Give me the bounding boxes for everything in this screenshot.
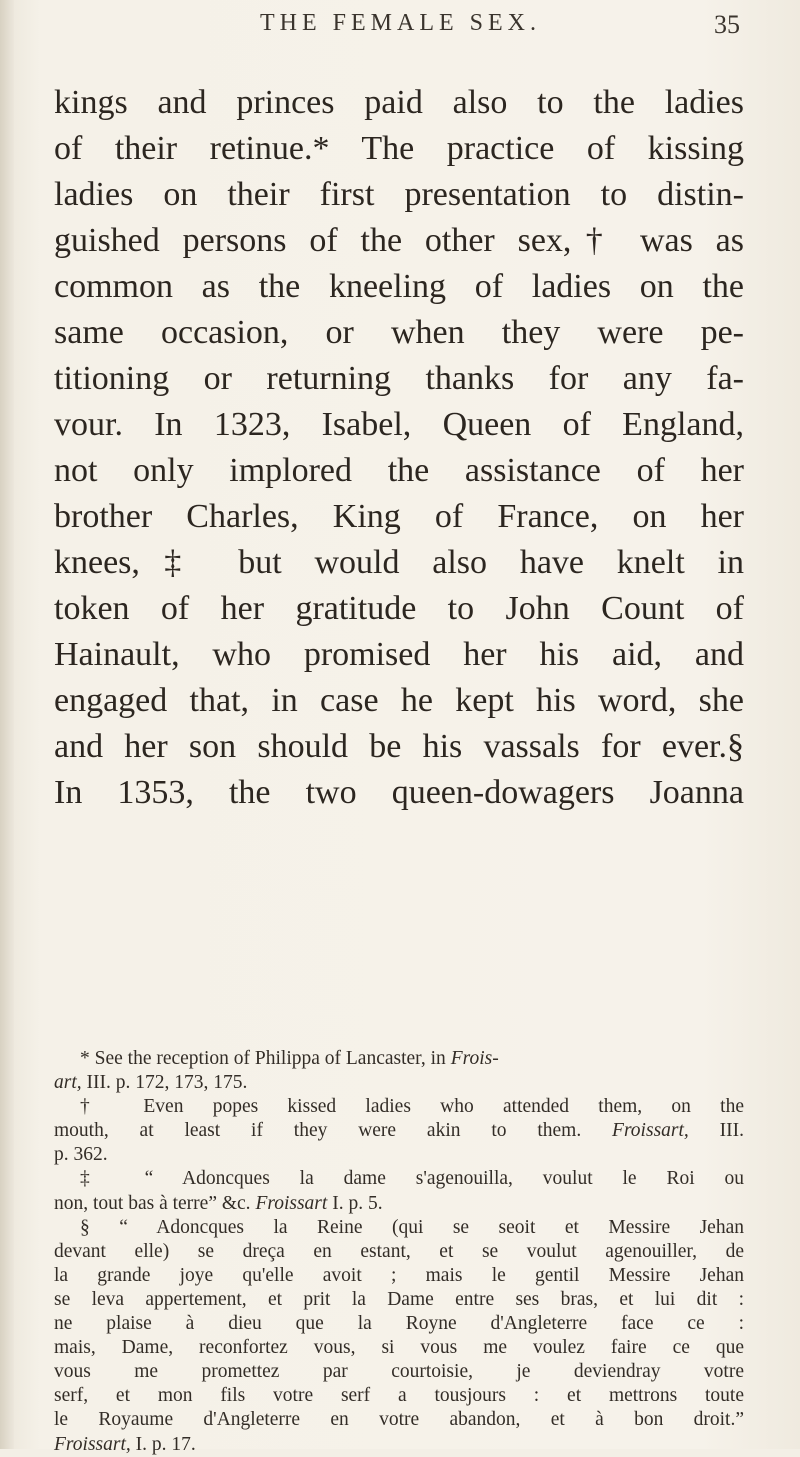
footnote-double-dagger-line: ‡ “ Adoncques la dame s'agenouilla, voulut le Roi ou: [80, 1168, 744, 1190]
footnote-section-line: serf, et mon fils votre serf a tousjours : et mettrons toute: [54, 1385, 744, 1407]
footnote-text: I. p. 17.: [130, 1433, 196, 1455]
text-line: and her son should be his vassals for ever.§: [54, 728, 744, 765]
page-number: 35: [714, 10, 740, 39]
main-text: [54, 80, 744, 816]
text-line: of their retinue.* The practice of kissing: [54, 130, 744, 167]
citation: Froissart: [255, 1192, 328, 1214]
page-header: [120, 10, 740, 50]
citation: art,: [54, 1072, 82, 1094]
citation: Frois-: [450, 1048, 499, 1069]
footnote-section-line: mais, Dame, reconfortez vous, si vous me voulez faire ce que: [54, 1337, 744, 1359]
footnote-text: non, tout bas à terre” &c.: [54, 1192, 256, 1214]
text-line: guished persons of the other sex,† was as: [54, 222, 744, 259]
footnote-asterisk-line: [54, 1047, 744, 1071]
footnote-section-line: [54, 1433, 744, 1457]
footnote-section-line: se leva appertement, et prit la Dame entre ses bras, et lui dit :: [54, 1288, 744, 1310]
footnote-section-line: vous me promettez par courtoisie, je deviendray votre: [54, 1361, 744, 1383]
footnote-section-line: § “ Adoncques la Reine (qui se seoit et Messire Jehan: [80, 1216, 744, 1238]
text-line: brother Charles, King of France, on her: [54, 498, 744, 535]
footnote-dagger-line: [54, 1119, 744, 1143]
page-gutter: [0, 0, 14, 1449]
footnote-text: I. p. 5.: [327, 1192, 383, 1214]
text-line: same occasion, or when they were pe-: [54, 314, 744, 351]
citation: Froissart,: [612, 1120, 689, 1142]
text-line: ladies on their first presentation to distin-: [54, 176, 744, 213]
text-line: common as the kneeling of ladies on the: [54, 268, 744, 305]
footnote-asterisk-line: [54, 1071, 744, 1095]
text-line: Hainault, who promised her his aid, and: [54, 636, 744, 673]
text-line: In 1353, the two queen-dowagers Joanna: [54, 774, 744, 811]
text-line: engaged that, in case he kept his word, she: [54, 682, 744, 719]
footnote-dagger-line: p. 362.: [54, 1144, 108, 1166]
footnote-text: mouth, at least if they were akin to them.: [54, 1120, 613, 1142]
text-line: titioning or returning thanks for any fa-: [54, 360, 744, 397]
citation: Froissart,: [54, 1433, 131, 1455]
footnotes: [54, 1047, 744, 1457]
footnote-text: III.: [688, 1120, 744, 1142]
footnote-section-line: le Royaume d'Angleterre en votre abandon, et à bon droit.”: [54, 1409, 744, 1431]
text-line: token of her gratitude to John Count of: [54, 590, 744, 627]
footnote-section-line: la grande joye qu'elle avoit ; mais le gentil Messire Jehan: [54, 1264, 744, 1286]
footnote-section-line: devant elle) se dreça en estant, et se voulut agenouiller, de: [54, 1240, 744, 1262]
footnote-section-line: ne plaise à dieu que la Royne d'Angleterre face ce :: [54, 1313, 744, 1335]
footnote-dagger-line: † Even popes kissed ladies who attended them, on the: [80, 1096, 744, 1118]
running-head: THE FEMALE SEX.: [260, 10, 541, 36]
footnote-double-dagger-line: [54, 1192, 744, 1216]
text-line: kings and princes paid also to the ladies: [54, 84, 744, 121]
footnote-text: * See the reception of Philippa of Lancaster, in: [80, 1048, 451, 1069]
text-line: not only implored the assistance of her: [54, 452, 744, 489]
footnote-text: III. p. 172, 173, 175.: [81, 1072, 248, 1094]
text-line: knees,‡ but would also have knelt in: [54, 544, 744, 581]
text-line: vour. In 1323, Isabel, Queen of England,: [54, 406, 744, 443]
